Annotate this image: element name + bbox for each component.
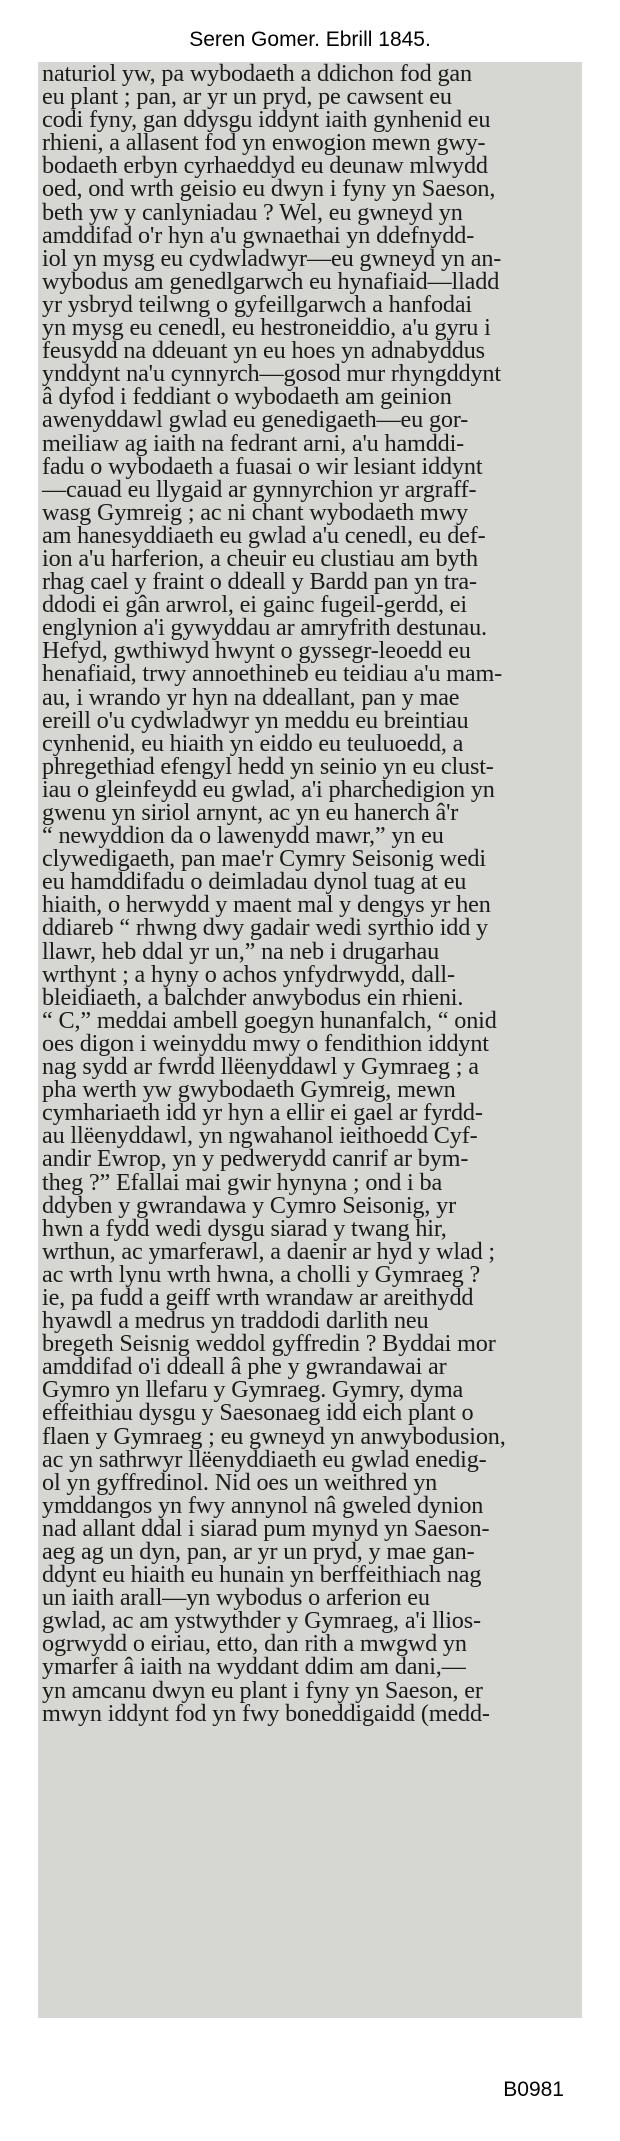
article-line: —cauad eu llygaid ar gynnyrchion yr argraff- bbox=[42, 475, 477, 503]
article-line: naturiol yw, pa wybodaeth a ddichon fod gan bbox=[42, 62, 472, 87]
article-line: henafiaid, trwy annoethineb eu teidiau a'u mam- bbox=[42, 660, 503, 688]
article-line: flaen y Gymraeg ; eu gwneyd yn anwybodusion, bbox=[42, 1422, 506, 1450]
article-line: englynion a'i gywyddau ar amryfrith destunau. bbox=[42, 614, 487, 642]
article-line: ddiareb “ rhwng dwy gadair wedi syrthio idd y bbox=[42, 914, 488, 942]
article-line: â dyfod i feddiant o wybodaeth am geinion bbox=[42, 383, 452, 411]
article-line: effeithiau dysgu y Saesonaeg idd eich plant o bbox=[42, 1399, 474, 1427]
article-line: beth yw y canlyniadau ? Wel, eu gwneyd yn bbox=[42, 198, 463, 226]
article-line: wrthun, ac ymarferawl, a daenir ar hyd y wlad ; bbox=[42, 1237, 495, 1265]
article-line: rhag cael y fraint o ddeall y Bardd pan yn tra- bbox=[42, 568, 477, 596]
article-line: hiaith, o herwydd y maent mal y dengys yr hen bbox=[42, 891, 491, 919]
article-line: oes digon i weinyddu mwy o fendithion iddynt bbox=[42, 1029, 489, 1057]
article-line: cynhenid, eu hiaith yn eiddo eu teuluoedd, a bbox=[42, 729, 464, 757]
article-line: wasg Gymreig ; ac ni chant wybodaeth mwy bbox=[42, 498, 468, 526]
article-line: bleidiaeth, a balchder anwybodus ein rhieni. bbox=[42, 983, 464, 1011]
article-line: theg ?” Efallai mai gwir hynyna ; ond i ba bbox=[42, 1168, 443, 1196]
article-line: bodaeth erbyn cyrhaeddyd eu deunaw mlwydd bbox=[42, 152, 488, 180]
article-line: Hefyd, gwthiwyd hwynt o gyssegr-leoedd eu bbox=[42, 637, 471, 665]
article-line: ol yn gyffredinol. Nid oes un weithred yn bbox=[42, 1468, 438, 1496]
scanned-article bbox=[38, 62, 582, 2018]
article-line: hyawdl a medrus yn traddodi darlith neu bbox=[42, 1307, 429, 1335]
article-line: au llëenyddawl, yn ngwahanol ieithoedd Cyf- bbox=[42, 1122, 478, 1150]
article-text bbox=[38, 62, 582, 1725]
article-line: nag sydd ar fwrdd llëenyddawl y Gymraeg ; a bbox=[42, 1053, 479, 1081]
article-line: wrthynt ; a hyny o achos ynfydrwydd, dall- bbox=[42, 960, 455, 988]
article-line: ion a'u harferion, a cheuir eu clustiau am byth bbox=[42, 544, 478, 572]
article-line: iau o gleinfeydd eu gwlad, a'i pharchedigion yn bbox=[42, 775, 495, 803]
article-line: ymarfer â iaith na wyddant ddim am dani,— bbox=[42, 1653, 466, 1681]
page-footer bbox=[503, 2078, 564, 2102]
article-line: gwlad, ac am ystwythder y Gymraeg, a'i llios- bbox=[42, 1607, 481, 1635]
page-header bbox=[0, 28, 620, 52]
article-line: eu hamddifadu o deimladau dynol tuag at eu bbox=[42, 868, 467, 896]
article-line: yn amcanu dwyn eu plant i fyny yn Saeson, er bbox=[42, 1676, 483, 1704]
article-line: iol yn mysg eu cydwladwyr—eu gwneyd yn an- bbox=[42, 244, 502, 272]
article-line: un iaith arall—yn wybodus o arferion eu bbox=[42, 1584, 430, 1612]
article-line: clywedigaeth, pan mae'r Cymry Seisonig wedi bbox=[42, 845, 486, 873]
article-line: ddodi ei gân arwrol, ei gainc fugeil-gerdd, ei bbox=[42, 591, 467, 619]
article-line: Gymro yn llefaru y Gymraeg. Gymry, dyma bbox=[42, 1376, 464, 1404]
article-line: pha werth yw gwybodaeth Gymreig, mewn bbox=[42, 1076, 456, 1104]
article-line: “ newyddion da o lawenydd mawr,” yn eu bbox=[42, 822, 444, 850]
article-line: ymddangos yn fwy annynol nâ gweled dynion bbox=[42, 1491, 484, 1519]
article-line: am hanesyddiaeth eu gwlad a'u cenedl, eu def- bbox=[42, 521, 486, 549]
article-line: amddifad o'i ddeall â phe y gwrandawai ar bbox=[42, 1353, 447, 1381]
article-line: llawr, heb ddal yr un,” na neb i drugarhau bbox=[42, 937, 440, 965]
article-line: ac wrth lynu wrth hwna, a cholli y Gymraeg ? bbox=[42, 1260, 481, 1288]
article-line: cymhariaeth idd yr hyn a ellir ei gael ar fyrdd- bbox=[42, 1099, 483, 1127]
article-line: rhieni, a allasent fod yn enwogion mewn gwy- bbox=[42, 129, 486, 157]
article-line: ddynt eu hiaith eu hunain yn berffeithiach nag bbox=[42, 1561, 482, 1589]
article-line: bregeth Seisnig weddol gyffredin ? Byddai mor bbox=[42, 1330, 496, 1358]
article-line: awenyddawl gwlad eu genedigaeth—eu gor- bbox=[42, 406, 469, 434]
article-line: mwyn iddynt fod yn fwy boneddigaidd (medd- bbox=[42, 1699, 490, 1727]
article-line: ereill o'u cydwladwyr yn meddu eu breintiau bbox=[42, 706, 469, 734]
article-line: oed, ond wrth geisio eu dwyn i fyny yn Saeson, bbox=[42, 175, 496, 203]
article-line: ynddynt na'u cynnyrch—gosod mur rhyngddynt bbox=[42, 360, 501, 388]
article-line: ddyben y gwrandawa y Cymro Seisonig, yr bbox=[42, 1191, 457, 1219]
article-line: amddifad o'r hyn a'u gwnaethai yn ddefnydd- bbox=[42, 221, 475, 249]
article-line: “ C,” meddai ambell goegyn hunanfalch, “ onid bbox=[42, 1006, 497, 1034]
header-title: Seren Gomer. Ebrill 1845. bbox=[189, 28, 431, 51]
reference-code: B0981 bbox=[503, 2078, 564, 2101]
article-line: au, i wrando yr hyn na ddeallant, pan y mae bbox=[42, 683, 460, 711]
article-line: phregethiad efengyl hedd yn seinio yn eu clust- bbox=[42, 752, 494, 780]
article-line: gwenu yn siriol arnynt, ac yn eu hanerch â'r bbox=[42, 799, 459, 826]
article-line: eu plant ; pan, ar yr un pryd, pe cawsent eu bbox=[42, 83, 452, 111]
article-line: meiliaw ag iaith na fedrant arni, a'u hamddi- bbox=[42, 429, 465, 457]
article-line: feusydd na ddeuant yn eu hoes yn adnabyddus bbox=[42, 337, 485, 365]
article-line: hwn a fydd wedi dysgu siarad y twang hir, bbox=[42, 1214, 447, 1242]
article-line: codi fyny, gan ddysgu iddynt iaith gynhenid eu bbox=[42, 106, 491, 134]
article-line: ie, pa fudd a geiff wrth wrandaw ar areithydd bbox=[42, 1283, 474, 1311]
article-line: aeg ag un dyn, pan, ar yr un pryd, y mae gan- bbox=[42, 1538, 475, 1565]
article-line: fadu o wybodaeth a fuasai o wir lesiant iddynt bbox=[42, 452, 483, 480]
article-line: yr ysbryd teilwng o gyfeillgarwch a hanfodai bbox=[42, 290, 472, 318]
article-line: wybodus am genedlgarwch eu hynafiaid—lladd bbox=[42, 267, 500, 295]
article-line: andir Ewrop, yn y pedwerydd canrif ar bym- bbox=[42, 1145, 469, 1173]
article-line: yn mysg eu cenedl, eu hestroneiddio, a'u gyru i bbox=[42, 314, 491, 342]
article-line: ogrwydd o eiriau, etto, dan rith a mwgwd yn bbox=[42, 1630, 467, 1658]
article-line: ac yn sathrwyr llëenyddiaeth eu gwlad enedig- bbox=[42, 1445, 487, 1473]
article-line: nad allant ddal i siarad pum mynyd yn Saeson- bbox=[42, 1514, 490, 1542]
